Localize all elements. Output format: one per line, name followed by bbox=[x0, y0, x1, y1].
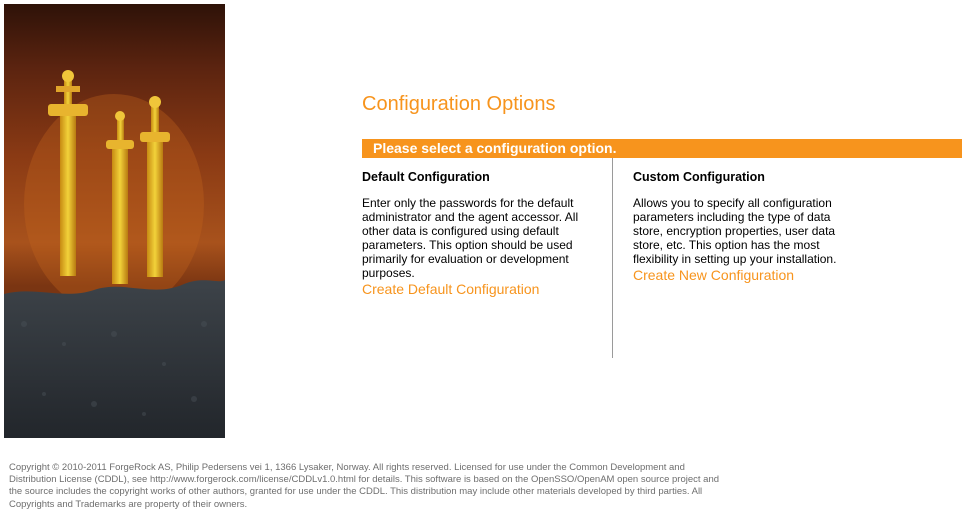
create-new-configuration-link[interactable]: Create New Configuration bbox=[633, 267, 795, 283]
custom-configuration-option bbox=[633, 170, 863, 284]
default-configuration-heading: Default Configuration bbox=[362, 170, 490, 184]
selection-banner: Please select a configuration option. bbox=[362, 139, 962, 158]
column-divider bbox=[612, 158, 613, 358]
main-content bbox=[362, 90, 962, 297]
create-default-configuration-link[interactable]: Create Default Configuration bbox=[362, 281, 540, 297]
page-title: Configuration Options bbox=[362, 93, 556, 115]
default-configuration-description: Enter only the passwords for the default administrator and the agent accessor. All other data is configured using default parameters. This option should be used primarily for evaluation or development purposes. bbox=[362, 196, 579, 280]
custom-configuration-description: Allows you to specify all configuration parameters including the type of data store, encryption properties, user data store, etc. This option has the most flexibility in setting up your installation. bbox=[633, 196, 837, 266]
copyright-footer: Copyright © 2010-2011 ForgeRock AS, Philip Pedersens vei 1, 1366 Lysaker, Norway. All rights reserved. Licensed for use under the Common Development and Distribution License (CDDL), see http://www.forgerock.com/license/CDDLv1.0.html for details. This software is based on the OpenSSO/OpenAM open source project and the source includes the copyright works of other authors, granted for use under the CDDL. This distribution may include other materials developed by third parties. All Copyrights and Trademarks are property of their owners. bbox=[9, 462, 720, 510]
custom-configuration-heading: Custom Configuration bbox=[633, 170, 765, 184]
default-configuration-option bbox=[362, 170, 587, 298]
swords-in-rock-image bbox=[4, 4, 225, 438]
